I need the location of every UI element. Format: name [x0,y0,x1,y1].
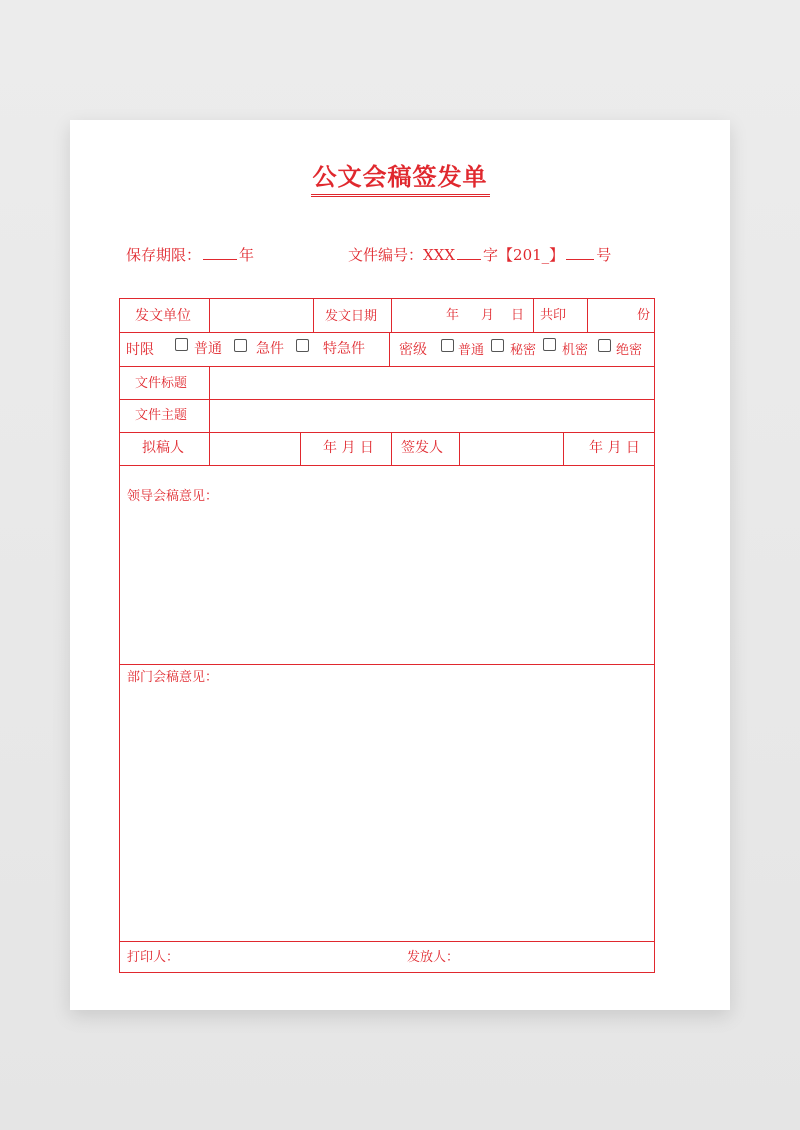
checkbox-urgent[interactable] [234,339,247,352]
leader-opinion-label: 领导会稿意见： [127,489,219,504]
signer-field[interactable] [460,433,562,464]
row-divider [120,941,654,942]
secrecy-option-top-secret: 绝密 [616,343,643,358]
checkbox-secret[interactable] [491,339,504,352]
row-divider [120,664,654,665]
issue-date-year: 年 [446,308,460,323]
printer-label: 打印人： [127,950,180,965]
col-divider [391,432,392,465]
time-option-very-urgent: 特急件 [323,341,365,357]
col-divider [563,432,564,465]
row-divider [120,332,654,333]
col-divider [300,432,301,465]
secrecy-option-secret: 秘密 [510,343,537,358]
signer-label: 签发人 [401,440,443,456]
issuer-unit-field[interactable] [210,300,312,331]
time-limit-label: 时限 [126,342,154,358]
col-divider [391,299,392,332]
sign-date: 年 月 日 [589,440,640,456]
file-subject-label: 文件主题 [135,408,188,423]
row-divider [120,432,654,433]
retention-blank[interactable] [203,245,237,260]
checkbox-confidential[interactable] [543,338,556,351]
file-subject-field[interactable] [210,400,655,431]
issue-date-label: 发文日期 [325,309,378,324]
checkbox-secrecy-normal[interactable] [441,339,454,352]
copies-unit: 份 [637,308,651,323]
secrecy-option-normal: 普通 [458,343,485,358]
doc-number-blank-1[interactable] [457,245,481,260]
drafter-field[interactable] [210,433,299,464]
approval-form [119,298,655,973]
issue-date-day: 日 [511,308,525,323]
doc-number-blank-2[interactable] [566,245,594,260]
checkbox-normal[interactable] [175,338,188,351]
dept-opinion-label: 部门会稿意见： [127,670,219,685]
issue-date-month: 月 [481,308,495,323]
document-number [348,244,611,265]
retention-period [126,244,254,265]
retention-label: 保存期限： [126,246,202,264]
checkbox-very-urgent[interactable] [296,339,309,352]
col-divider [313,299,314,332]
file-title-field[interactable] [210,367,655,398]
secrecy-option-confidential: 机密 [562,343,589,358]
distributor-label: 发放人： [407,950,460,965]
issuer-unit-label: 发文单位 [135,308,191,324]
col-divider [389,332,390,366]
document-page [70,120,730,1010]
doc-number-char: 字【201_】 [483,246,565,264]
title-text: 公文会稿签发单 [311,162,490,197]
row-divider [120,465,654,466]
retention-unit: 年 [239,246,255,264]
doc-number-label: 文件编号：XXX [348,246,456,264]
drafter-label: 拟稿人 [142,440,184,456]
file-title-label: 文件标题 [135,376,188,391]
checkbox-top-secret[interactable] [598,339,611,352]
document-title [70,162,730,197]
draft-date: 年 月 日 [323,440,374,456]
print-total-label: 共印 [540,308,567,323]
doc-number-unit: 号 [596,246,612,264]
col-divider [587,299,588,332]
secrecy-label: 密级 [399,342,427,358]
time-option-urgent: 急件 [256,341,284,357]
col-divider [533,299,534,332]
time-option-normal: 普通 [194,341,222,357]
